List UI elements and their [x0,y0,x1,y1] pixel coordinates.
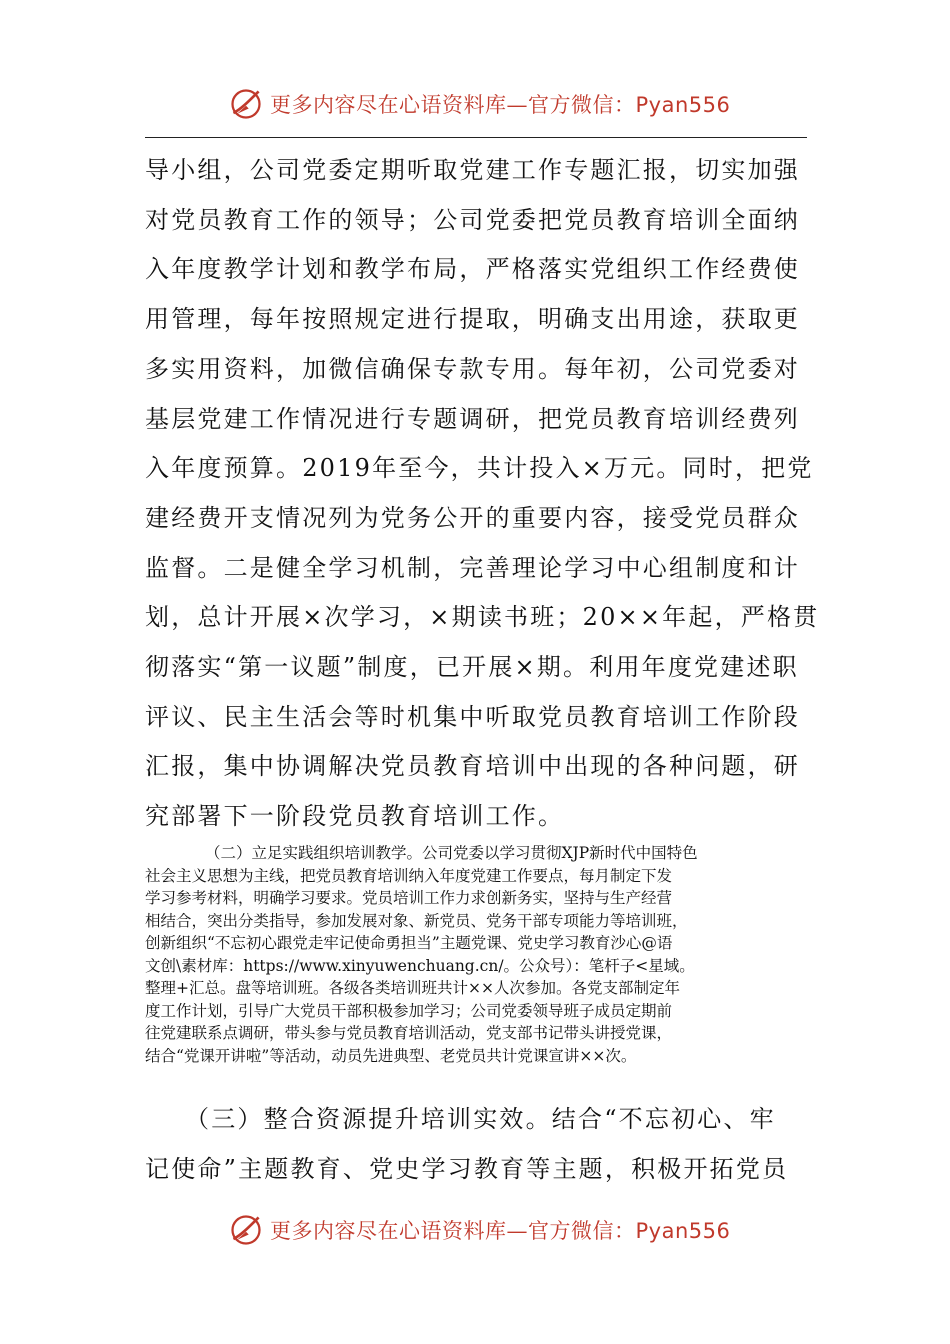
text-line: 社会主义思想为主线，把党员教育培训纳入年度党建工作要点，每月制定下发 [145,866,673,885]
paragraph-3 [145,1095,807,1194]
text-line: 划，总计开展×次学习，×期读书班；20××年起，严格贯 [145,603,820,632]
text-line: 汇报，集中协调解决党员教育培训中出现的各种问题，研 [145,752,800,781]
text-line: 对党员教育工作的领导；公司党委把党员教育培训全面纳 [145,205,800,234]
text-line: 导小组，公司党委定期听取党建工作专题汇报，切实加强 [145,156,800,184]
text-line: 用管理，每年按照规定进行提取，明确支出用途，获取更 [145,305,800,334]
text-line: （二）立足实践组织培训教学。公司党委以学习贯彻XJP新时代中国特色 [205,844,698,862]
text-line: 创新组织“不忘初心跟党走牢记使命勇担当”主题党课、党史学习教育沙心@语 [145,934,673,952]
paragraph-2 [145,842,809,1067]
text-line: 记使命”主题教育、党史学习教育等主题，积极开拓党员 [145,1154,789,1183]
footer-banner [0,1210,950,1250]
text-line: 评议、民主生活会等时机集中听取党员教育培训工作阶段 [145,702,800,731]
text-line: 结合“党课开讲啦”等活动，动员先进典型、老党员共计党课宣讲××次。 [145,1046,637,1065]
footer-banner-text: 更多内容尽在心语资料库—官方微信：Pyan556 [270,1219,731,1243]
header-banner [0,84,950,124]
paragraph-1 [145,146,820,842]
text-line: 多实用资料，加微信确保专款专用。每年初，公司党委对 [145,354,800,383]
text-line: 往党建联系点调研，带头参与党员教育培训活动，党支部书记带头讲授党课， [145,1024,673,1042]
text-line: 监督。二是健全学习机制，完善理论学习中心组制度和计 [145,553,800,582]
text-line: 建经费开支情况列为党务公开的重要内容，接受党员群众 [145,503,800,532]
text-line: 基层党建工作情况进行专题调研，把党员教育培训经费列 [145,404,800,433]
text-line: 入年度教学计划和教学布局，严格落实党组织工作经费使 [145,255,800,284]
text-line: 究部署下一阶段党员教育培训工作。 [145,802,565,831]
text-line: 入年度预算。2019年至今，共计投入×万元。同时，把党 [145,454,814,483]
header-divider [145,137,807,138]
pen-logo-icon [228,86,264,122]
text-line: 学习参考材料，明确学习要求。党员培训工作力求创新务实，坚持与生产经营 [145,889,673,907]
text-line: 彻落实“第一议题”制度，已开展×期。利用年度党建述职 [145,653,799,682]
text-line: 文创\素材库：https://www.xinyuwenchuang.cn/。公众号）：笔杆子<星域。 [145,956,695,975]
text-line: （三）整合资源提升培训实效。结合“不忘初心、牢 [185,1105,776,1133]
pen-logo-icon [228,1212,264,1248]
header-banner-text: 更多内容尽在心语资料库—官方微信：Pyan556 [270,93,731,117]
text-line: 整理+汇总。盘等培训班。各级各类培训班共计××人次参加。各党支部制定年 [145,979,680,997]
text-line: 相结合，突出分类指导，参加发展对象、新党员、党务干部专项能力等培训班， [145,911,688,930]
text-line: 度工作计划，引导广大党员干部积极参加学习；公司党委领导班子成员定期前 [145,1001,673,1020]
